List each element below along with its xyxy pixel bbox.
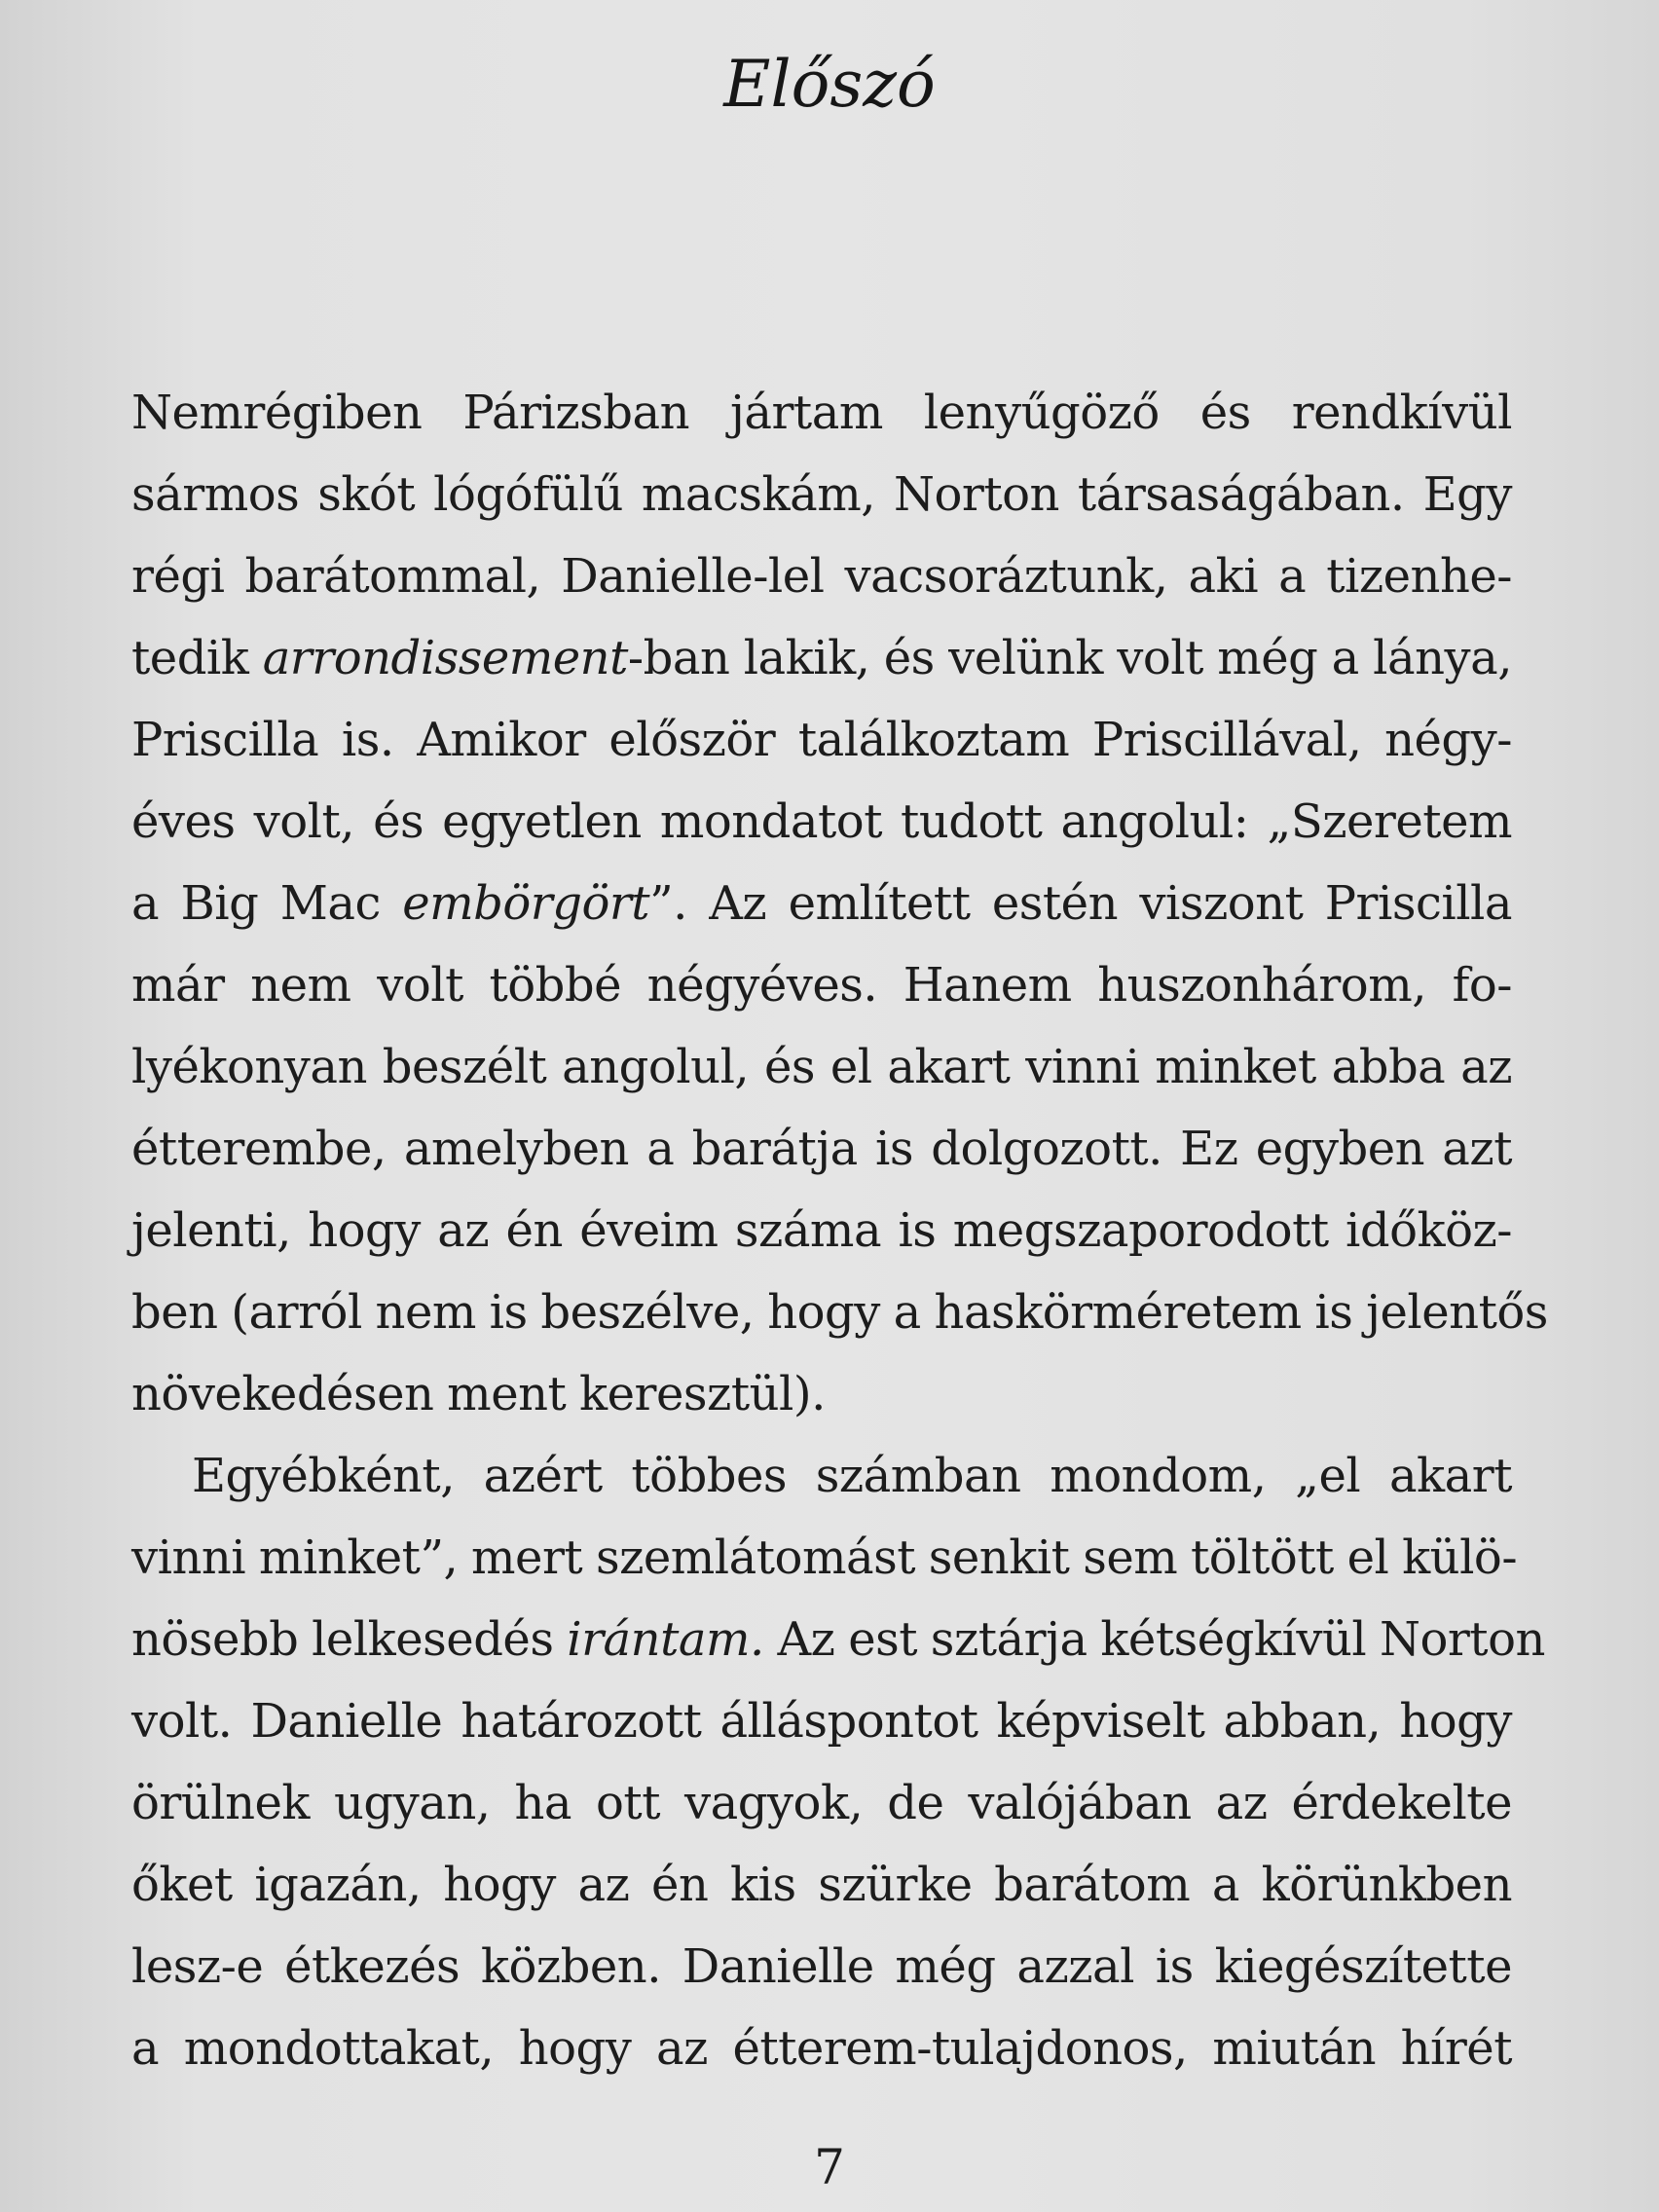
paragraph [131,1435,1545,2089]
text-line [131,454,1512,535]
text-line [131,1926,1512,2008]
paragraph [131,372,1548,1435]
text-line [131,1435,1512,1517]
text-segment: lyékonyan beszélt angolul, és el akart vinni minket abba az [131,1040,1512,1094]
body-text [131,372,1548,2089]
text-line [131,1108,1512,1190]
text-segment: ”. Az említett estén viszont Priscilla [649,876,1513,931]
text-segment: étterembe, amelyben a barátja is dolgozott. Ez egyben azt [131,1122,1512,1176]
text-line [131,535,1512,617]
chapter-title: Előszó [723,47,936,122]
text-segment: vinni minket”, mert szemlátomást senkit sem töltött el külö- [131,1530,1518,1585]
text-segment: lesz-e étkezés közben. Danielle még azzal is kiegészítette [131,1939,1512,1994]
text-segment: Nemrégiben Párizsban jártam lenyűgöző és rendkívül [131,386,1512,440]
text-segment: a mondottakat, hogy az étterem-tulajdonos, miután hírét [131,2021,1512,2076]
italic-text: embörgört [402,876,650,931]
text-line [131,372,1512,454]
text-segment: Egyébként, azért többes számban mondom, „el akart [192,1449,1512,1503]
italic-text: arrondissement [262,631,628,685]
text-segment: éves volt, és egyetlen mondatot tudott angolul: „Szeretem [131,794,1512,849]
text-segment: volt. Danielle határozott álláspontot képviselt abban, hogy [131,1694,1512,1749]
text-line [131,1844,1512,1926]
text-segment: a Big Mac [131,876,403,931]
text-segment: jelenti, hogy az én éveim száma is megszaporodott időköz- [131,1203,1512,1258]
text-segment: -ban lakik, és velünk volt még a lánya, [627,631,1512,685]
page-number: 7 [814,2139,845,2195]
text-segment: már nem volt többé négyéves. Hanem huszonhárom, fo- [131,958,1512,1013]
italic-text: irántam. [567,1612,764,1667]
text-line [131,1762,1512,1844]
text-line [131,1680,1512,1762]
text-segment: nösebb lelkesedés [131,1612,568,1667]
text-line [131,863,1512,944]
text-line [131,781,1512,863]
text-line [131,1190,1512,1272]
text-line [131,699,1512,781]
text-segment: régi barátommal, Danielle-lel vacsoráztunk, aki a tizenhe- [131,549,1512,604]
text-segment: őket igazán, hogy az én kis szürke barátom a körünkben [131,1858,1512,1912]
text-segment: tedik [131,631,263,685]
text-segment: sármos skót lógófülű macskám, Norton társaságában. Egy [131,467,1512,522]
text-segment: Priscilla is. Amikor először találkoztam Priscillával, négy- [131,713,1512,767]
text-line [131,1026,1512,1108]
text-line [131,944,1512,1026]
text-line [131,1353,1512,1435]
text-line [131,1517,1518,1599]
text-segment: örülnek ugyan, ha ott vagyok, de valójában az érdekelte [131,1776,1512,1830]
text-line [131,1599,1545,1680]
text-segment: növekedésen ment keresztül). [131,1367,826,1421]
text-line [131,617,1512,699]
text-line [131,2008,1512,2089]
text-segment: Az est sztárja kétségkívül Norton [763,1612,1545,1667]
text-line [131,1272,1548,1353]
text-segment: ben (arról nem is beszélve, hogy a haskörméretem is jelentős [131,1285,1548,1340]
